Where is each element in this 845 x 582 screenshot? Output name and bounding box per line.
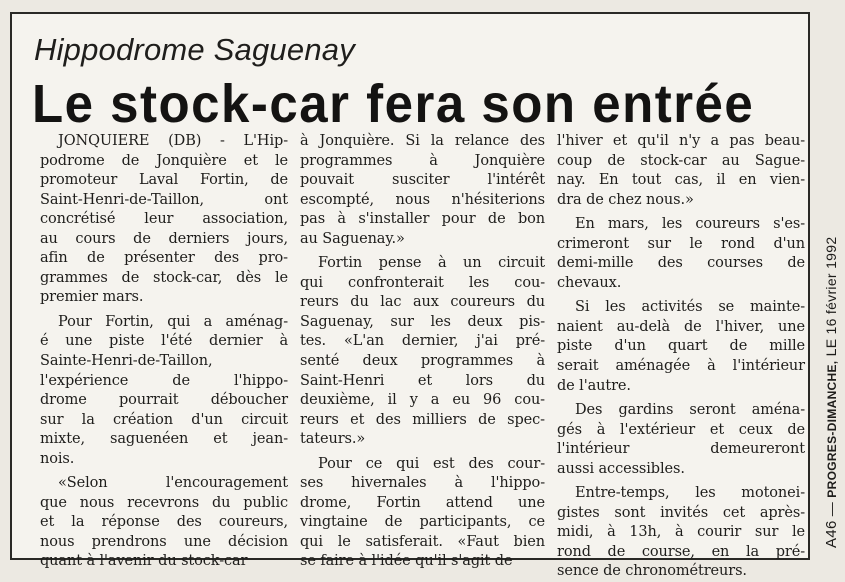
article-paragraph: [557, 215, 805, 293]
article-line: JONQUIERE (DB) - L'Hip-: [58, 133, 288, 149]
article-line: nay. En tout cas, il en vien-: [557, 172, 805, 189]
article-line: Pour ce qui est des cour-: [318, 455, 545, 472]
article-line: senté deux programmes à: [300, 353, 545, 370]
article-line: Saguenay, sur les deux pis-: [300, 313, 545, 330]
article-line: Entre-temps, les motonei-: [575, 485, 805, 502]
article-line: Sainte-Henri-de-Taillon,: [40, 353, 213, 370]
article-line: En mars, les coureurs s'es-: [575, 216, 805, 233]
page-number: A46: [823, 520, 840, 548]
article-line: drome, Fortin attend une: [300, 494, 545, 511]
article-line: drome pourrait déboucher: [40, 392, 288, 409]
article-line: dra de chez nous.»: [557, 191, 694, 208]
article-line: promoteur Laval Fortin, de: [40, 172, 288, 189]
article-line: escompté, nous n'hésiterions: [300, 191, 545, 208]
article-paragraph: [557, 298, 805, 396]
publication-name: PROGRES-DIMANCHE,: [825, 360, 839, 498]
article-line: pas à s'installer pour de bon: [300, 211, 545, 228]
article-line: nous prendrons une décision: [40, 533, 288, 550]
article-line: é une piste l'été dernier à: [40, 333, 288, 350]
article-line: demi-mille des courses de: [557, 255, 805, 272]
article-paragraph: [40, 313, 288, 469]
article-line: sur la création d'un circuit: [40, 411, 288, 428]
article-line: crimeront sur le rond d'un: [557, 235, 805, 252]
page-footer: A46 — PROGRES-DIMANCHE, LE 16 février 1992: [823, 236, 840, 548]
article-line: l'expérience de l'hippo-: [40, 372, 288, 389]
article-line: deuxième, il y a eu 96 cou-: [300, 392, 545, 409]
article-line: «Selon l'encouragement: [58, 475, 288, 492]
article-paragraph: [300, 455, 545, 572]
article-kicker: Hippodrome Saguenay: [34, 32, 355, 67]
article-line: au Saguenay.»: [300, 230, 405, 247]
article-line: gés à l'extérieur et ceux de: [557, 421, 805, 438]
article-column-1: [40, 132, 288, 572]
article-paragraph: [300, 132, 545, 249]
article-line: chevaux.: [557, 274, 622, 291]
article-line: l'hiver et qu'il n'y a pas beau-: [557, 133, 805, 149]
article-line: tateurs.»: [300, 431, 366, 448]
article-line: Pour Fortin, qui a aménag-: [58, 313, 288, 330]
article-line: Saint-Henri-de-Taillon, ont: [40, 191, 288, 208]
article-line: premier mars.: [40, 289, 144, 306]
article-line: que nous recevrons du public: [40, 494, 288, 511]
article-column-2: [300, 132, 545, 572]
publication-date: LE 16 février 1992: [823, 236, 839, 357]
article-paragraph: [557, 132, 805, 210]
article-line: coup de stock-car au Sague-: [557, 152, 805, 169]
article-line: grammes de stock-car, dès le: [40, 269, 288, 286]
article-line: programmes à Jonquière: [300, 152, 545, 169]
article-line: au cours de derniers jours,: [40, 230, 288, 247]
article-line: gistes sont invités cet après-: [557, 504, 805, 521]
article-line: reurs du lac aux coureurs du: [300, 294, 545, 311]
article-line: piste d'un quart de mille: [557, 338, 805, 355]
article-line: naient au-delà de l'hiver, une: [557, 318, 805, 335]
article-line: l'intérieur demeureront: [557, 441, 805, 458]
article-line: se faire à l'idée qu'il s'agit de: [300, 553, 513, 570]
article-paragraph: [40, 474, 288, 572]
article-column-3: [557, 132, 805, 582]
article-line: nois.: [40, 450, 75, 467]
article-line: sence de chronométreurs.: [557, 563, 747, 580]
article-line: tes. «L'an dernier, j'ai pré-: [300, 333, 545, 350]
article-line: Des gardins seront aména-: [575, 402, 805, 419]
article-line: Fortin pense à un circuit: [318, 255, 545, 272]
article-line: Si les activités se mainte-: [575, 299, 805, 316]
article-line: qui confronterait les cou-: [300, 274, 545, 291]
article-paragraph: [557, 401, 805, 479]
article-line: quant à l'avenir du stock-car: [40, 553, 248, 570]
article-line: pouvait susciter l'intérêt: [300, 172, 545, 189]
newspaper-clipping: [10, 12, 810, 580]
article-line: et la réponse des coureurs,: [40, 514, 288, 531]
article-line: ses hivernales à l'hippo-: [300, 475, 545, 492]
article-line: vingtaine de participants, ce: [300, 514, 545, 531]
article-line: rond de course, en la pré-: [557, 543, 805, 560]
article-line: Saint-Henri et lors du: [300, 372, 545, 389]
article-line: de l'autre.: [557, 377, 631, 394]
article-line: serait aménagée à l'intérieur: [557, 358, 805, 375]
article-line: aussi accessibles.: [557, 460, 685, 477]
article-line: midi, à 13h, à courir sur le: [557, 524, 805, 541]
article-line: mixte, saguenéen et jean-: [40, 431, 288, 448]
article-paragraph: [300, 254, 545, 449]
article-line: à Jonquière. Si la relance des: [300, 133, 545, 149]
article-headline: Le stock-car fera son entrée: [32, 73, 755, 134]
article-line: qui le satisferait. «Faut bien: [300, 533, 545, 550]
article-paragraph: [40, 132, 288, 308]
article-paragraph: [557, 484, 805, 582]
article-line: podrome de Jonquière et le: [40, 152, 288, 169]
article-line: afin de présenter des pro-: [40, 250, 288, 267]
article-line: reurs et des milliers de spec-: [300, 411, 545, 428]
article-line: concrétisé leur association,: [40, 211, 288, 228]
